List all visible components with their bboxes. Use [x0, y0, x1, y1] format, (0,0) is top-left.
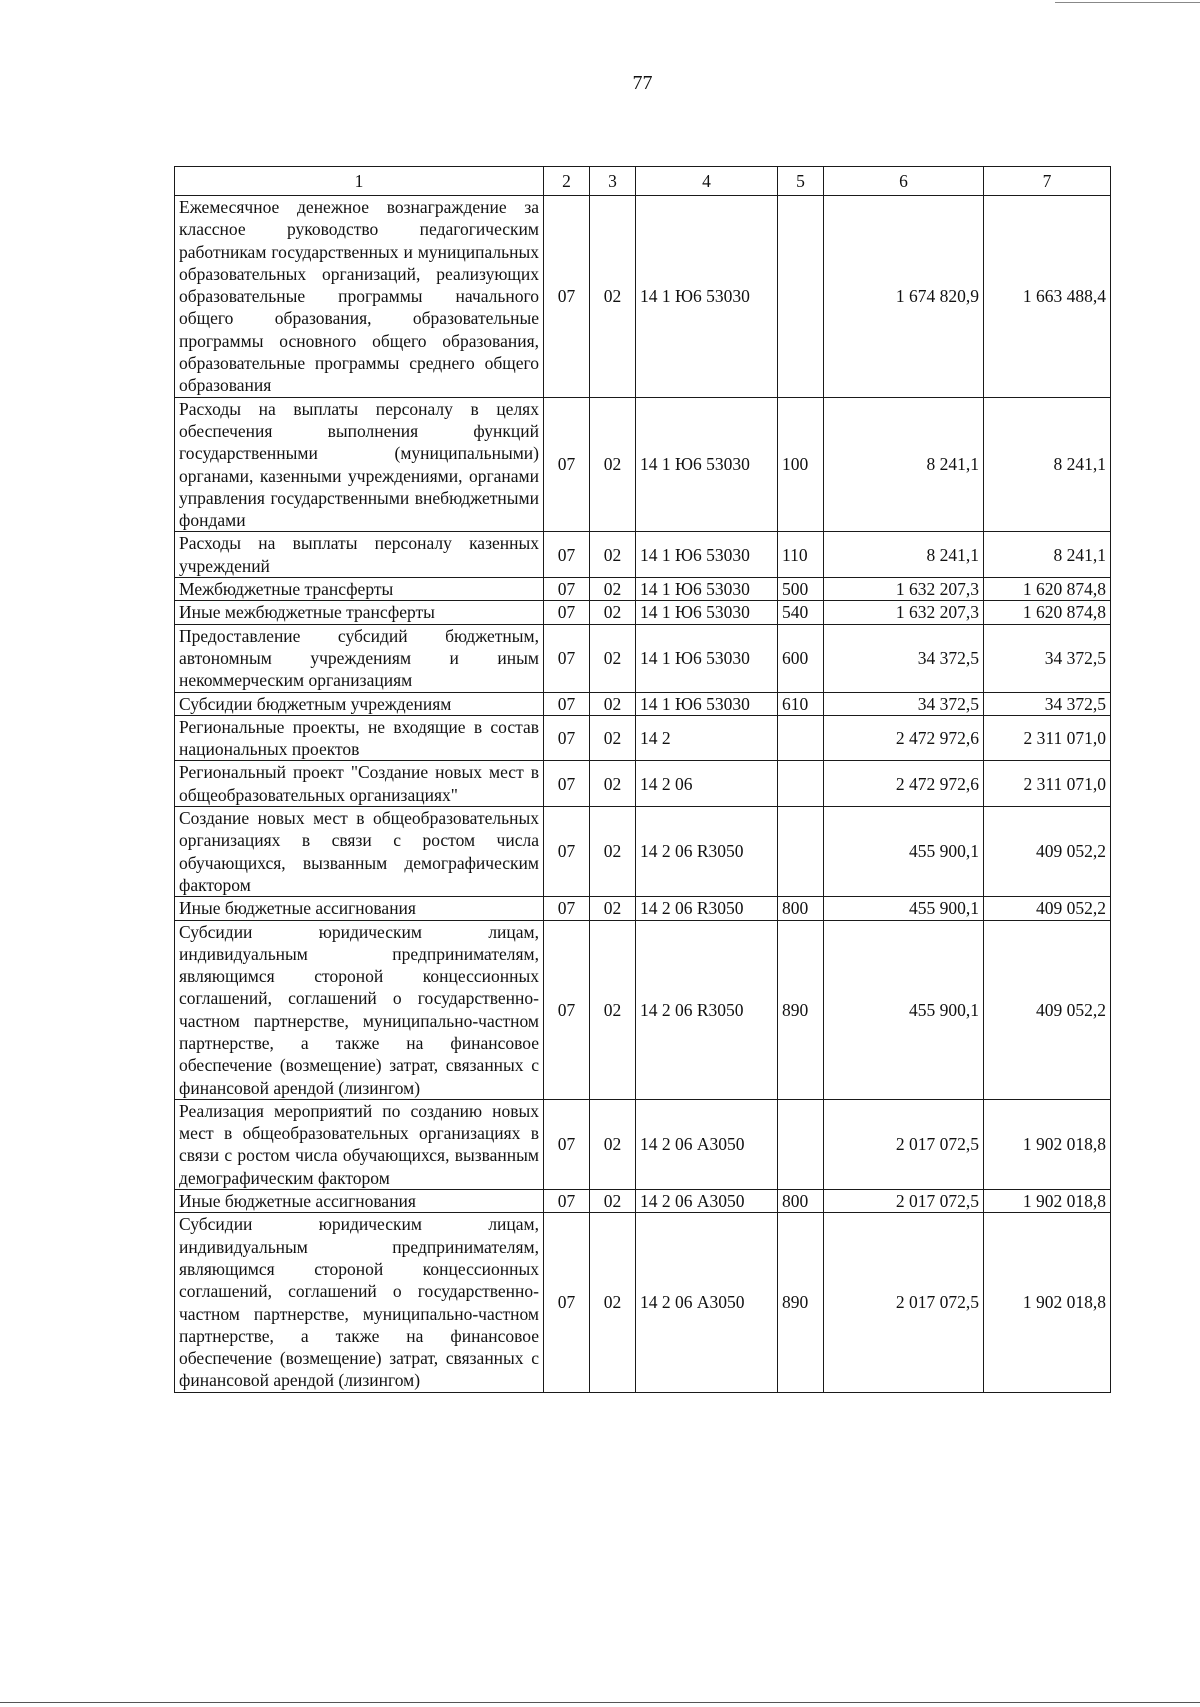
- row-amount-1: 2 472 972,6: [824, 715, 984, 761]
- table-row: [175, 196, 1111, 398]
- table-row: [175, 807, 1111, 897]
- row-section: 07: [544, 1190, 590, 1213]
- row-amount-2: 2 311 071,0: [984, 715, 1111, 761]
- page-number: 77: [632, 72, 653, 94]
- row-target-article: 14 2 06 R3050: [636, 807, 778, 897]
- header-col-3: 3: [590, 167, 636, 196]
- row-expense-type: 800: [778, 1190, 824, 1213]
- row-amount-1: 2 017 072,5: [824, 1099, 984, 1189]
- row-amount-1: 1 674 820,9: [824, 196, 984, 398]
- row-amount-2: 409 052,2: [984, 897, 1111, 920]
- header-col-2: 2: [544, 167, 590, 196]
- row-expense-type: [778, 761, 824, 807]
- row-name: Иные бюджетные ассигнования: [175, 1190, 544, 1213]
- row-target-article: 14 1 Ю6 53030: [636, 578, 778, 601]
- row-subsection: 02: [590, 532, 636, 578]
- table-row: [175, 692, 1111, 715]
- row-name: Субсидии бюджетным учреждениям: [175, 692, 544, 715]
- row-name: Создание новых мест в общеобразовательных организациях в связи с ростом числа обучающихся, вызванным демографическим фактором: [175, 807, 544, 897]
- row-name: Реализация мероприятий по созданию новых мест в общеобразовательных организациях в связи с ростом числа обучающихся, вызванным демографическим фактором: [175, 1099, 544, 1189]
- row-expense-type: [778, 196, 824, 398]
- table-row: [175, 532, 1111, 578]
- row-subsection: 02: [590, 920, 636, 1099]
- table-row: [175, 897, 1111, 920]
- table-row: [175, 1213, 1111, 1392]
- row-target-article: 14 1 Ю6 53030: [636, 624, 778, 692]
- budget-table: [174, 166, 1111, 1393]
- row-subsection: 02: [590, 715, 636, 761]
- row-amount-2: 8 241,1: [984, 532, 1111, 578]
- table-row: [175, 624, 1111, 692]
- header-row: [175, 167, 1111, 196]
- row-target-article: 14 2 06: [636, 761, 778, 807]
- row-expense-type: 610: [778, 692, 824, 715]
- row-subsection: 02: [590, 761, 636, 807]
- row-amount-2: 1 620 874,8: [984, 601, 1111, 624]
- row-amount-2: 1 902 018,8: [984, 1213, 1111, 1392]
- row-section: 07: [544, 715, 590, 761]
- row-expense-type: [778, 1099, 824, 1189]
- row-name: Региональный проект "Создание новых мест в общеобразовательных организациях": [175, 761, 544, 807]
- row-name: Субсидии юридическим лицам, индивидуальным предпринимателям, являющимся стороной концессионных соглашений, соглашений о государственно-частном партнерстве, муниципально-частном партнерстве, а также на финансовое обеспечение (возмещение) затрат, связанных с финансовой арендой (лизингом): [175, 1213, 544, 1392]
- row-amount-2: 8 241,1: [984, 397, 1111, 532]
- row-amount-1: 34 372,5: [824, 692, 984, 715]
- row-amount-1: 2 017 072,5: [824, 1213, 984, 1392]
- row-section: 07: [544, 1099, 590, 1189]
- row-section: 07: [544, 578, 590, 601]
- row-amount-2: 409 052,2: [984, 807, 1111, 897]
- row-subsection: 02: [590, 1099, 636, 1189]
- row-section: 07: [544, 761, 590, 807]
- row-amount-1: 455 900,1: [824, 897, 984, 920]
- row-amount-2: 34 372,5: [984, 624, 1111, 692]
- row-amount-1: 1 632 207,3: [824, 578, 984, 601]
- row-expense-type: 110: [778, 532, 824, 578]
- row-amount-2: 34 372,5: [984, 692, 1111, 715]
- row-section: 07: [544, 397, 590, 532]
- row-name: Предоставление субсидий бюджетным, автономным учреждениям и иным некоммерческим организациям: [175, 624, 544, 692]
- row-name: Расходы на выплаты персоналу казенных учреждений: [175, 532, 544, 578]
- row-amount-2: 1 620 874,8: [984, 578, 1111, 601]
- table-row: [175, 601, 1111, 624]
- header-col-1: 1: [175, 167, 544, 196]
- table-row: [175, 397, 1111, 532]
- table-row: [175, 1190, 1111, 1213]
- row-section: 07: [544, 196, 590, 398]
- row-target-article: 14 2 06 R3050: [636, 920, 778, 1099]
- row-section: 07: [544, 807, 590, 897]
- row-amount-2: 409 052,2: [984, 920, 1111, 1099]
- row-subsection: 02: [590, 578, 636, 601]
- row-expense-type: 800: [778, 897, 824, 920]
- row-amount-2: 1 902 018,8: [984, 1099, 1111, 1189]
- table-row: [175, 920, 1111, 1099]
- row-amount-1: 2 017 072,5: [824, 1190, 984, 1213]
- row-amount-1: 455 900,1: [824, 920, 984, 1099]
- row-amount-1: 8 241,1: [824, 397, 984, 532]
- row-expense-type: [778, 715, 824, 761]
- table-row: [175, 715, 1111, 761]
- row-section: 07: [544, 1213, 590, 1392]
- header-col-4: 4: [636, 167, 778, 196]
- row-section: 07: [544, 624, 590, 692]
- row-target-article: 14 1 Ю6 53030: [636, 196, 778, 398]
- header-col-7: 7: [984, 167, 1111, 196]
- table-row: [175, 761, 1111, 807]
- row-amount-1: 8 241,1: [824, 532, 984, 578]
- row-subsection: 02: [590, 897, 636, 920]
- row-section: 07: [544, 601, 590, 624]
- row-target-article: 14 2 06 R3050: [636, 897, 778, 920]
- row-target-article: 14 1 Ю6 53030: [636, 601, 778, 624]
- row-target-article: 14 2 06 А3050: [636, 1190, 778, 1213]
- row-subsection: 02: [590, 807, 636, 897]
- table-row: [175, 1099, 1111, 1189]
- row-amount-2: 2 311 071,0: [984, 761, 1111, 807]
- row-subsection: 02: [590, 397, 636, 532]
- row-amount-1: 1 632 207,3: [824, 601, 984, 624]
- row-target-article: 14 2 06 А3050: [636, 1099, 778, 1189]
- row-amount-1: 34 372,5: [824, 624, 984, 692]
- row-expense-type: 600: [778, 624, 824, 692]
- row-amount-2: 1 663 488,4: [984, 196, 1111, 398]
- row-section: 07: [544, 692, 590, 715]
- row-subsection: 02: [590, 1190, 636, 1213]
- row-target-article: 14 1 Ю6 53030: [636, 532, 778, 578]
- scan-edge-top: [1055, 2, 1200, 3]
- row-target-article: 14 1 Ю6 53030: [636, 397, 778, 532]
- scan-edge-bottom: [0, 1702, 1200, 1703]
- row-name: Иные бюджетные ассигнования: [175, 897, 544, 920]
- header-col-6: 6: [824, 167, 984, 196]
- row-subsection: 02: [590, 1213, 636, 1392]
- row-expense-type: 100: [778, 397, 824, 532]
- row-name: Межбюджетные трансферты: [175, 578, 544, 601]
- row-subsection: 02: [590, 196, 636, 398]
- row-section: 07: [544, 920, 590, 1099]
- header-col-5: 5: [778, 167, 824, 196]
- row-target-article: 14 2 06 А3050: [636, 1213, 778, 1392]
- row-expense-type: 890: [778, 1213, 824, 1392]
- row-name: Расходы на выплаты персоналу в целях обеспечения выполнения функций государственными (муниципальными) органами, казенными учреждениями, органами управления государственными внебюджетными фондами: [175, 397, 544, 532]
- row-amount-1: 2 472 972,6: [824, 761, 984, 807]
- row-name: Иные межбюджетные трансферты: [175, 601, 544, 624]
- row-name: Региональные проекты, не входящие в состав национальных проектов: [175, 715, 544, 761]
- row-subsection: 02: [590, 692, 636, 715]
- row-subsection: 02: [590, 624, 636, 692]
- row-name: Субсидии юридическим лицам, индивидуальным предпринимателям, являющимся стороной концессионных соглашений, соглашений о государственно-частном партнерстве, муниципально-частном партнерстве, а также на финансовое обеспечение (возмещение) затрат, связанных с финансовой арендой (лизингом): [175, 920, 544, 1099]
- table-body: [175, 196, 1111, 1393]
- row-subsection: 02: [590, 601, 636, 624]
- row-name: Ежемесячное денежное вознаграждение за классное руководство педагогическим работникам государственных и муниципальных образовательных организаций, реализующих образовательные программы начального общего образования, образовательные программы основного общего образования, образовательные программы среднего общего образования: [175, 196, 544, 398]
- row-target-article: 14 2: [636, 715, 778, 761]
- row-expense-type: [778, 807, 824, 897]
- table-row: [175, 578, 1111, 601]
- row-amount-2: 1 902 018,8: [984, 1190, 1111, 1213]
- row-expense-type: 500: [778, 578, 824, 601]
- row-section: 07: [544, 532, 590, 578]
- row-expense-type: 890: [778, 920, 824, 1099]
- row-expense-type: 540: [778, 601, 824, 624]
- row-amount-1: 455 900,1: [824, 807, 984, 897]
- row-target-article: 14 1 Ю6 53030: [636, 692, 778, 715]
- row-section: 07: [544, 897, 590, 920]
